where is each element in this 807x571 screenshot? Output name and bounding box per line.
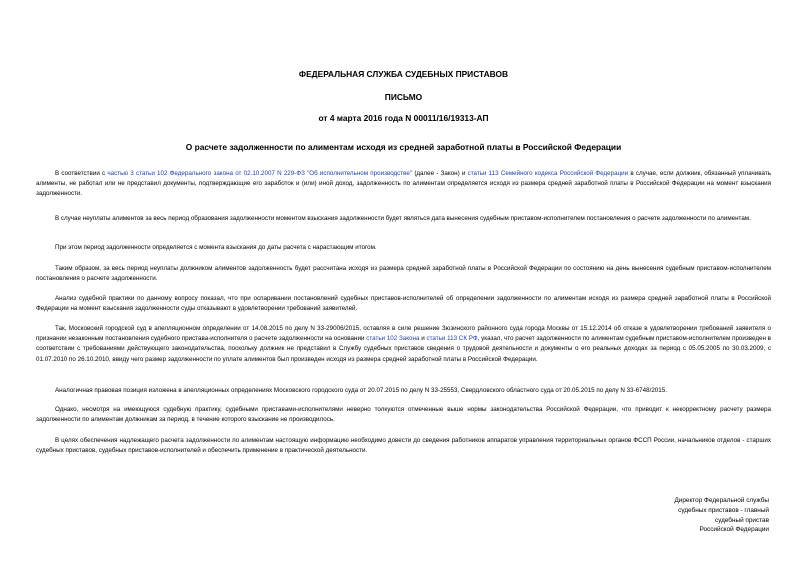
p1-text-1: В соответствии с: [55, 170, 108, 177]
signature-line-2: судебных приставов - главный: [678, 506, 769, 514]
document-type: ПИСЬМО: [384, 92, 423, 102]
paragraph-2: В случае неуплаты алиментов за весь период образования задолженности моментом взыскания задолженности будет являться дата вынесения судебным приставом-исполнителем постановления о расчете задолженности по алиментам.: [55, 215, 751, 222]
signature-line-3: судебный пристав: [714, 516, 769, 524]
p6-text-2: и: [419, 335, 427, 343]
agency-heading: ФЕДЕРАЛЬНАЯ СЛУЖБА СУДЕБНЫХ ПРИСТАВОВ: [298, 69, 509, 79]
p6-text-1: Так, Московский городской суд в апелляционном определении от 14.08.2015 по делу N 33-29006/2015, оставляя в силе решение Зюзинского районного суда города Москвы от 15.12.2014 об отказе в удовлетворении требований заявителя о признании незаконным постановления судебного пристава-исполнителя о расчете задолженности на основании: [36, 325, 771, 343]
paragraph-6: [36, 324, 771, 365]
paragraph-3: При этом период задолженности определяется с момента взыскания до даты расчета с нарастающим итогом.: [55, 244, 377, 251]
signature-line-4: Российской Федерации: [699, 526, 769, 534]
document-date-number: от 4 марта 2016 года N 00011/16/19313-АП: [318, 113, 489, 123]
law-article-102-link[interactable]: статьи 102 Закона: [366, 335, 420, 343]
signature-block: [674, 496, 769, 535]
document-title: О расчете задолженности по алиментам исходя из средней заработной платы в Российской Федерации: [185, 142, 622, 152]
p6-text-3: , указал, что расчет задолженности по алиментам судебным приставом-исполнителем произведен в соответствии с требованиями действующего законодательства, поскольку должник не представил в Службу судебных приставов сведения о трудовой деятельности и документы о его реальных доходах за период с 05.05.2005 по 30.03.2009, с 01.07.2010 по 26.10.2010, ввиду чего размер задолженности по уплате алиментов был произведен исходя из размера средней заработной платы в Российской Федерации.: [36, 335, 772, 363]
family-code-article-113-link[interactable]: статьи 113 Семейного кодекса Российской Федерации: [467, 170, 629, 177]
paragraph-4: Таким образом, за весь период неуплаты должником алиментов задолженность будет рассчитана исходя из размера средней заработной платы в Российской Федерации по состоянию на день вынесения судебным приставом-исполнителем постановления о расчете задолженности.: [36, 265, 771, 283]
paragraph-5: Анализ судебной практики по данному вопросу показал, что при оспаривании постановлений судебных приставов-исполнителей об определении задолженности по алиментам исходя из размера средней заработной платы в Российской Федерации на момент взыскания задолженности суды отказывают в удовлетворении требований заявителей.: [36, 295, 771, 313]
law-229-fz-link[interactable]: частью 3 статьи 102 Федерального закона от 02.10.2007 N 229-ФЗ "Об исполнительном производстве": [107, 170, 413, 177]
paragraph-1: [36, 169, 771, 200]
paragraph-7: Аналогичная правовая позиция изложена в апелляционных определениях Московского городского суда от 20.07.2015 по делу N 33-25553, Свердловского областного суда от 20.05.2015 по делу N 33-6748/2015.: [55, 387, 667, 394]
paragraph-9: В целях обеспечения надлежащего расчета задолженности по алиментам настоящую информацию необходимо довести до сведения работников аппаратов управления территориальных органов ФССП России, начальников отделов - старших судебных приставов, судебных приставов-исполнителей и обеспечить применение в практической деятельности.: [36, 437, 771, 455]
p1-text-3: в случае, если должник, обязанный уплачивать алименты, не работал или не представил документы, подтверждающие его заработок и (или) иной доход, задолженность по алиментам определяется исходя из размера средней заработной платы в Российской Федерации на момент взыскания задолженности.: [36, 170, 771, 198]
signature-line-1: Директор Федеральной службы: [674, 497, 769, 504]
paragraph-8: Однако, несмотря на имеющуюся судебную практику, судебными приставами-исполнителями неверно толкуются отмеченные выше нормы законодательства Российской Федерации, что приводит к некорректному расчету размера задолженности по алиментам должникам за период, в течение которого взыскание не производилось.: [36, 406, 771, 424]
p1-text-2: (далее - Закон) и: [412, 170, 468, 177]
sk-rf-article-113-link[interactable]: статьи 113 СК РФ: [426, 335, 478, 343]
